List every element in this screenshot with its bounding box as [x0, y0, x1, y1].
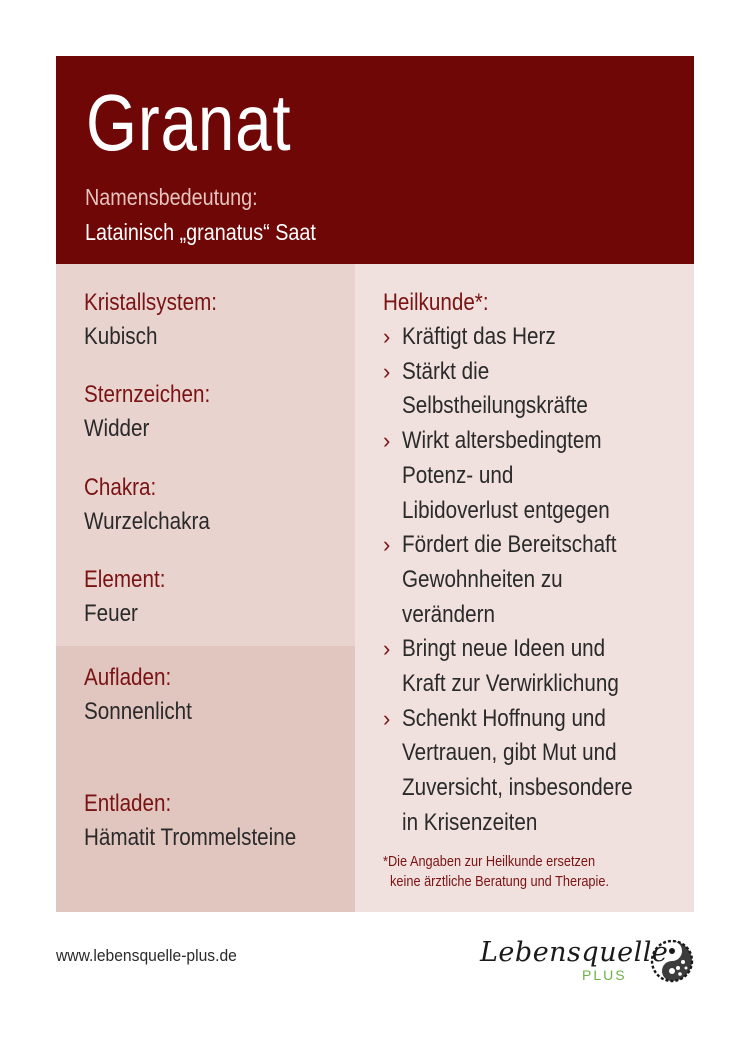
list-item-text: Kräftigt das Herz — [402, 323, 556, 350]
list-item — [383, 702, 703, 841]
chevron-right-icon: › — [383, 636, 391, 662]
name-meaning-label: Namensbedeutung: — [85, 184, 258, 210]
website-link[interactable]: www.lebensquelle-plus.de — [56, 946, 237, 965]
healing-panel — [355, 264, 694, 912]
chevron-right-icon: › — [383, 324, 391, 349]
chevron-right-icon: › — [383, 705, 391, 731]
list-item — [383, 355, 703, 424]
property-label: Element: — [84, 566, 166, 593]
list-item-text: Potenz- und — [402, 461, 514, 489]
list-item-text: Gewohnheiten zu — [402, 565, 563, 593]
property-zodiac — [84, 378, 231, 446]
list-item-text: Selbstheilungskräfte — [402, 392, 588, 420]
care-discharge — [84, 787, 331, 855]
list-item — [383, 320, 703, 355]
list-item-text: Stärkt die — [402, 357, 490, 385]
list-item-text: Vertrauen, gibt Mut und — [402, 739, 617, 767]
brand-logo — [478, 936, 698, 988]
property-label: Sternzeichen: — [84, 381, 211, 408]
properties-panel — [56, 264, 355, 646]
property-value: Widder — [84, 415, 150, 442]
property-crystal-system — [84, 286, 239, 354]
list-item — [383, 632, 703, 701]
healing-list — [383, 320, 703, 841]
name-meaning-value: Latainisch „granatus“ Saat — [85, 219, 316, 245]
property-label: Kristallsystem: — [84, 289, 218, 316]
list-item-text: Wirkt altersbedingtem — [402, 427, 602, 455]
care-panel — [56, 646, 355, 912]
list-item-text: Bringt neue Ideen und — [402, 635, 606, 663]
property-chakra — [84, 471, 230, 539]
care-value: Sonnenlicht — [84, 698, 192, 725]
property-value: Feuer — [84, 600, 138, 627]
healing-disclaimer — [383, 852, 609, 892]
care-value: Hämatit Trommelsteine — [84, 824, 297, 851]
list-item-text: Schenkt Hoffnung und — [402, 704, 606, 732]
care-label: Aufladen: — [84, 664, 172, 691]
list-item — [383, 528, 703, 632]
list-item-text: Libidoverlust entgegen — [402, 496, 610, 524]
list-item-text: Fördert die Bereitschaft — [402, 531, 617, 559]
logo-wordmark: Lebensquelle — [480, 937, 669, 968]
list-item-text: Zuversicht, insbesondere — [402, 774, 633, 802]
chevron-right-icon: › — [383, 428, 391, 454]
list-item — [383, 424, 703, 528]
stone-title: Granat — [86, 78, 292, 167]
list-item-text: Kraft zur Verwirklichung — [402, 670, 619, 698]
chevron-right-icon: › — [383, 358, 391, 384]
care-charge — [84, 661, 209, 729]
list-item-text: verändern — [402, 600, 495, 628]
property-value: Kubisch — [84, 323, 158, 350]
property-label: Chakra: — [84, 474, 157, 501]
stone-card — [56, 56, 694, 912]
list-item-text: in Krisenzeiten — [402, 808, 538, 836]
chevron-right-icon: › — [383, 532, 391, 558]
yin-yang-icon — [650, 938, 694, 984]
card-header — [56, 56, 694, 264]
care-label: Entladen: — [84, 790, 172, 817]
property-value: Wurzelchakra — [84, 508, 210, 535]
logo-plus-text: PLUS — [582, 967, 627, 983]
healing-title: Heilkunde*: — [383, 289, 489, 316]
disclaimer-line: *Die Angaben zur Heilkunde ersetzen — [383, 854, 596, 870]
disclaimer-line: keine ärztliche Beratung und Therapie. — [390, 874, 609, 890]
property-element — [84, 563, 179, 631]
